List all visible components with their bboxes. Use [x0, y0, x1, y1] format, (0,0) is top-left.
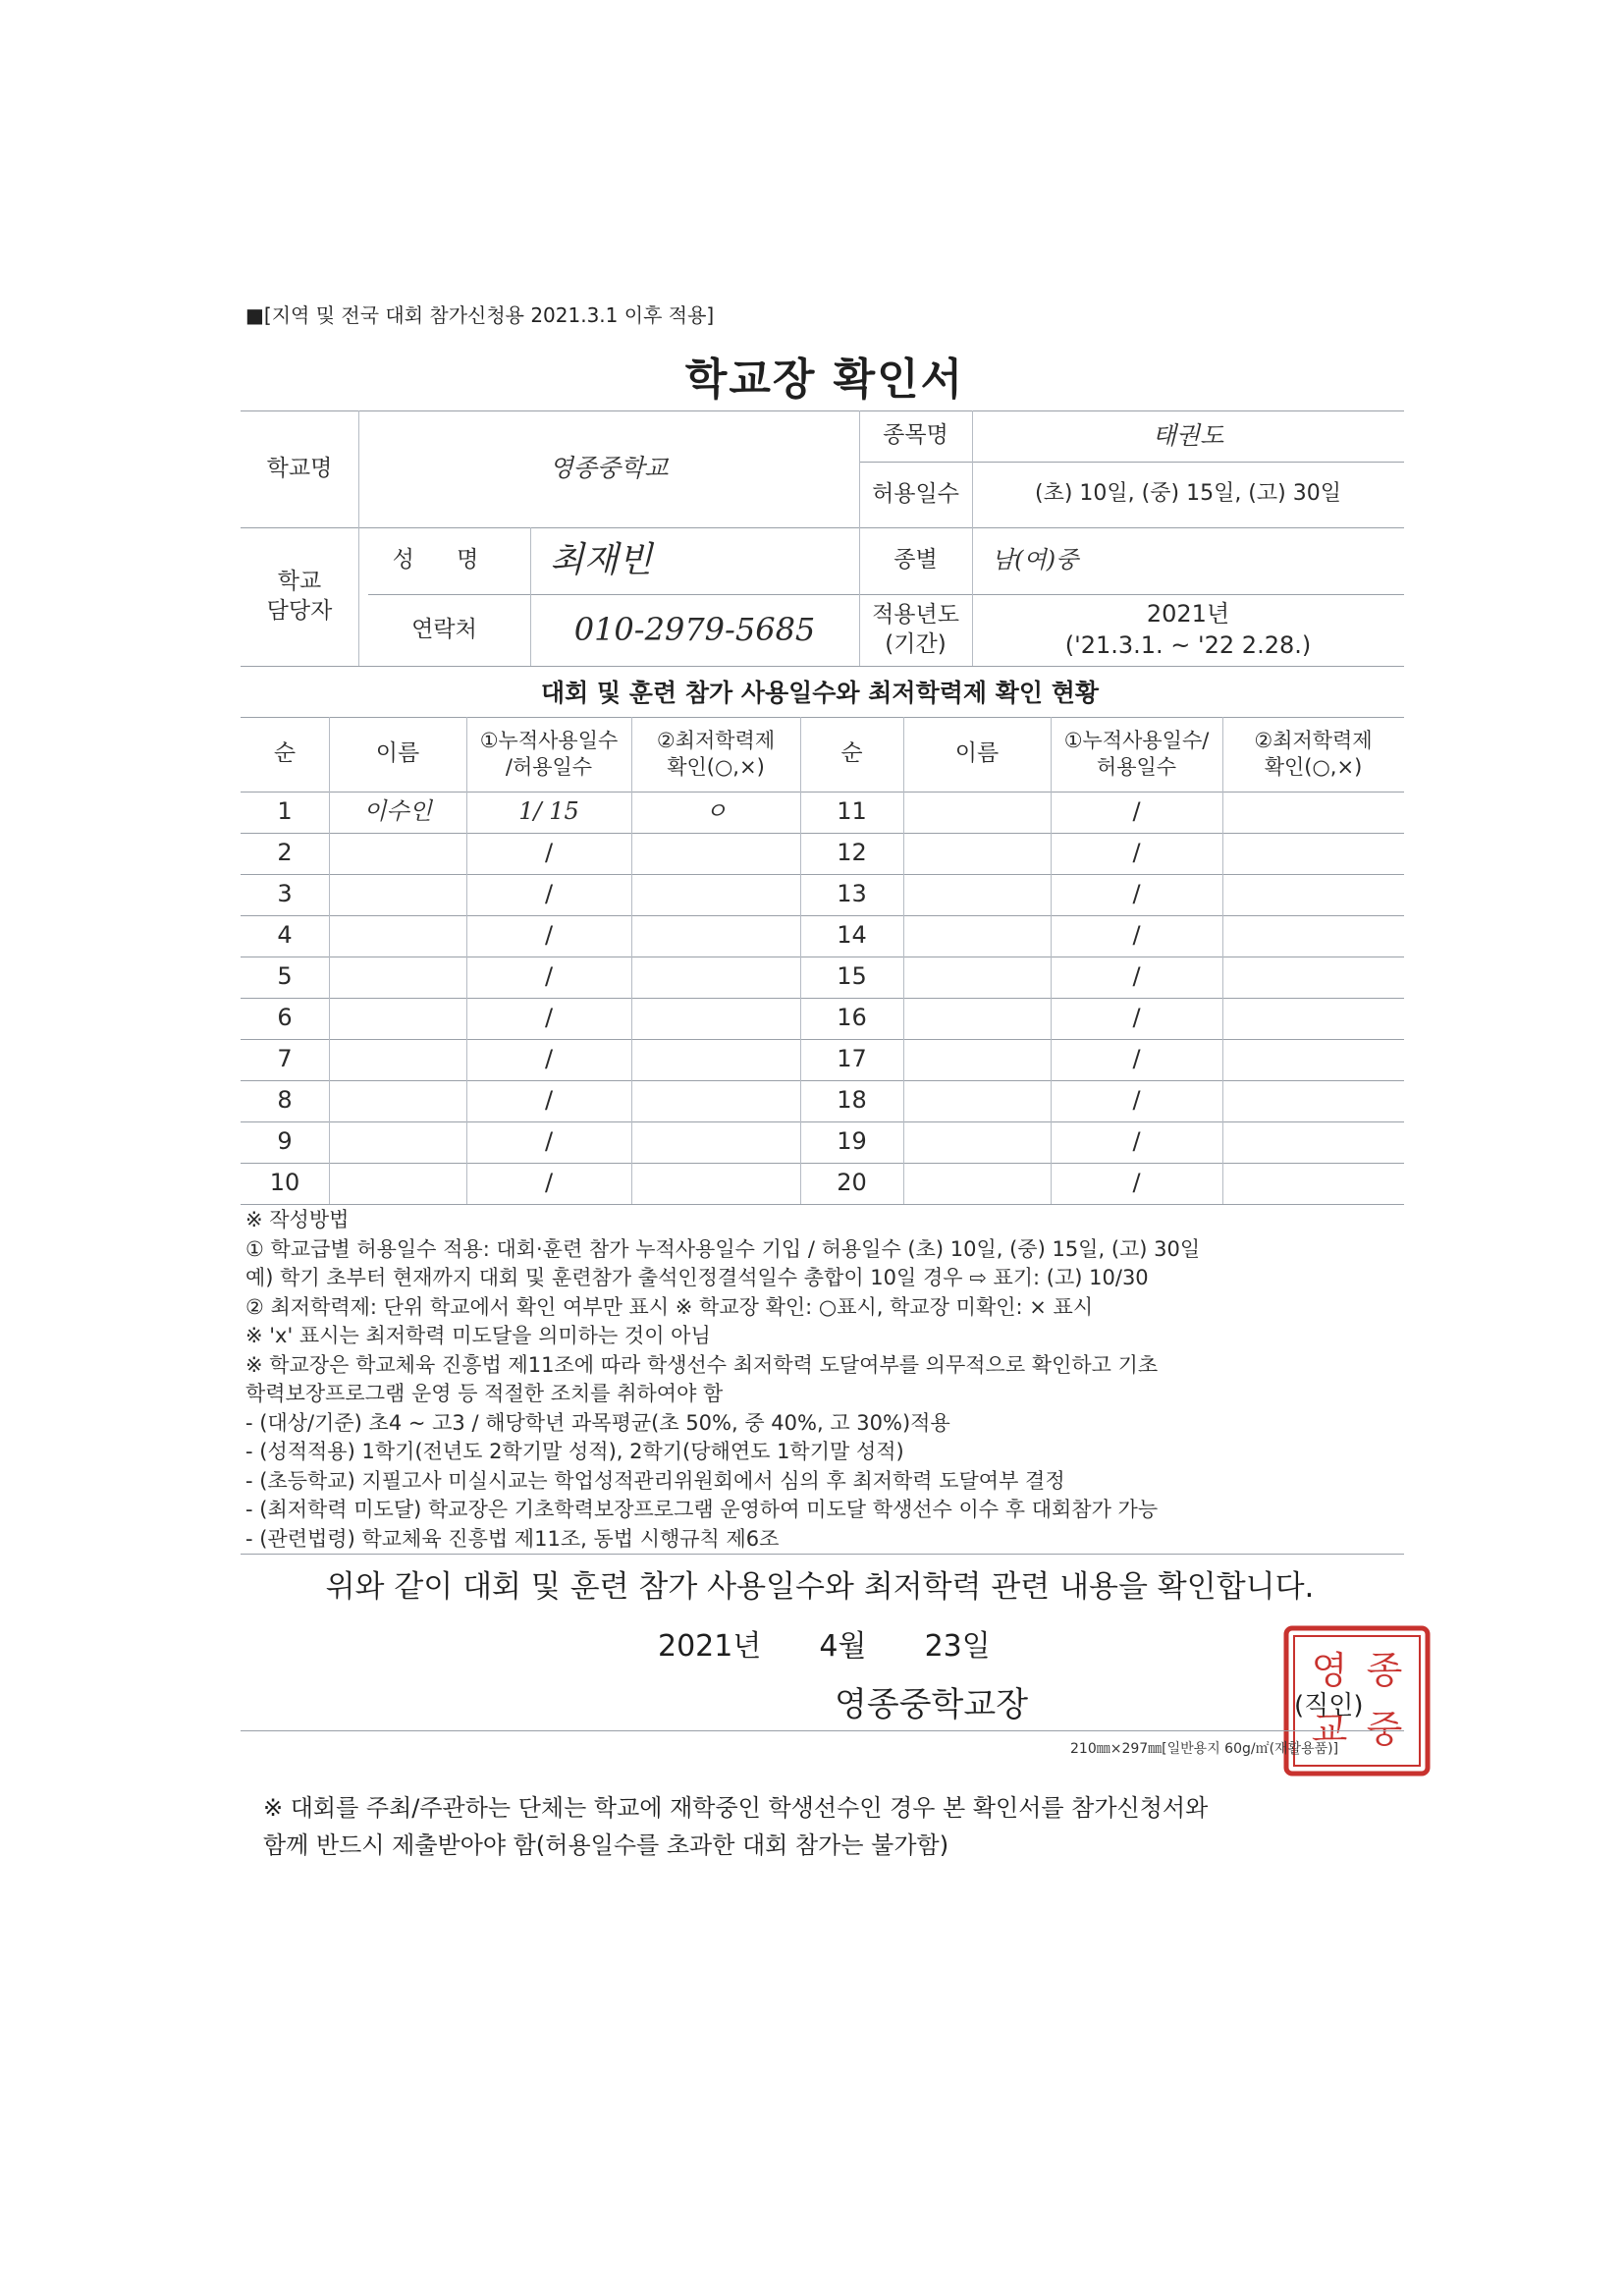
used-allowed-days: / [544, 880, 554, 908]
date-day: 23일 [924, 1629, 991, 1664]
guide-line: ① 학교급별 허용일수 적용: 대회·훈련 참가 누적사용일수 기입 / 허용일수 (초) 10일, (중) 15일, (고) 30일 [245, 1236, 1201, 1261]
col-header-days-left: ①누적사용일수 /허용일수 [479, 728, 619, 779]
used-allowed-days: / [544, 1004, 554, 1032]
min-academic-check [631, 1080, 800, 1121]
guide-line: ※ 'x' 표시는 최저학력 미도달을 의미하는 것이 아님 [245, 1324, 711, 1347]
used-allowed-days: / [1132, 880, 1141, 908]
athlete-name [903, 833, 1051, 874]
name-label: 성 명 [392, 547, 497, 574]
min-academic-check [1222, 833, 1404, 874]
section-title: 대회 및 훈련 참가 사용일수와 최저학력제 확인 현황 [540, 679, 1100, 707]
min-academic-check [631, 1039, 800, 1080]
col-header-days-right: ①누적사용일수/ 허용일수 [1063, 728, 1210, 779]
min-academic-check [1222, 957, 1404, 998]
manager-name-value: 최재빈 [550, 539, 653, 580]
year-label: 적용년도 (기간) [872, 601, 959, 657]
athlete-name [329, 998, 466, 1039]
row-number: 17 [837, 1045, 867, 1073]
row-number: 5 [277, 962, 293, 991]
writing-guide [245, 1206, 1200, 1554]
paper-spec-note: 210㎜×297㎜[일반용지 60g/㎡(재활용품)] [1070, 1741, 1339, 1757]
min-academic-check [1222, 874, 1404, 915]
used-allowed-days: / [544, 1045, 554, 1073]
min-academic-check [631, 915, 800, 957]
guide-line: - (관련법령) 학교체육 진흥법 제11조, 동법 시행규칙 제6조 [245, 1526, 780, 1551]
row-number: 18 [837, 1086, 867, 1115]
row-number: 6 [277, 1004, 293, 1032]
athlete-name [903, 998, 1051, 1039]
submission-notice-line: 함께 반드시 제출받아야 함(허용일수를 초과한 대회 참가는 불가함) [263, 1831, 949, 1859]
min-academic-check [631, 833, 800, 874]
min-academic-check [1222, 1039, 1404, 1080]
submission-notice-line: ※ 대회를 주최/주관하는 단체는 학교에 재학중인 학생선수인 경우 본 확인서를 참가신청서와 [263, 1794, 1209, 1822]
issue-date [658, 1621, 991, 1665]
principal-title: 영종중학교장 [835, 1685, 1029, 1724]
stamp-label: (직인) [1294, 1691, 1364, 1721]
athlete-name [903, 957, 1051, 998]
year-value: 2021년 [1146, 600, 1230, 629]
col-header-name-right: 이름 [954, 740, 1000, 767]
row-number: 2 [277, 839, 293, 867]
athlete-name [903, 915, 1051, 957]
row-number: 12 [837, 839, 867, 867]
athlete-name [329, 874, 466, 915]
used-allowed-days: / [1132, 1086, 1141, 1115]
used-allowed-days: / [544, 1127, 554, 1156]
row-number: 1 [277, 797, 293, 826]
allowed-days-value: (초) 10일, (중) 15일, (고) 30일 [1035, 481, 1341, 507]
submission-notice [263, 1789, 1208, 1864]
min-academic-check [1222, 998, 1404, 1039]
used-allowed-days: / [1132, 1127, 1141, 1156]
confirmation-statement: 위와 같이 대회 및 훈련 참가 사용일수와 최저학력 관련 내용을 확인합니다. [325, 1569, 1315, 1605]
used-allowed-days: 1/ 15 [518, 797, 579, 826]
min-academic-check [1222, 1121, 1404, 1163]
min-academic-check [1222, 1163, 1404, 1204]
allowed-days-label: 허용일수 [872, 480, 959, 507]
min-academic-check [631, 1163, 800, 1204]
athlete-name [903, 1039, 1051, 1080]
contact-value: 010-2979-5685 [573, 610, 816, 648]
col-header-num-left: 순 [273, 740, 297, 767]
used-allowed-days: / [544, 1169, 554, 1197]
athlete-name [329, 915, 466, 957]
gender-value: 남(여)중 [992, 546, 1079, 574]
used-allowed-days: / [544, 921, 554, 950]
used-allowed-days: / [544, 962, 554, 991]
used-allowed-days: / [1132, 839, 1141, 867]
guide-line: - (대상/기준) 초4 ~ 고3 / 해당학년 과목평균(초 50%, 중 40%, 고 30%)적용 [245, 1410, 950, 1435]
year-value-cell [972, 594, 1404, 666]
row-number: 10 [269, 1169, 300, 1197]
col-header-num-right: 순 [840, 740, 863, 767]
guide-line: - (최저학력 미도달) 학교장은 기초학력보장프로그램 운영하여 미도달 학생선수 이수 후 대회참가 가능 [245, 1498, 1159, 1521]
guide-line: 학력보장프로그램 운영 등 적절한 조치를 취하여야 함 [245, 1382, 724, 1405]
contact-label: 연락처 [411, 616, 477, 642]
svg-text:종: 종 [1366, 1649, 1403, 1692]
date-month: 4월 [819, 1629, 867, 1664]
min-academic-check [631, 874, 800, 915]
row-number: 20 [837, 1169, 867, 1197]
row-number: 9 [277, 1127, 293, 1156]
row-number: 8 [277, 1086, 293, 1115]
gender-label: 종별 [893, 547, 938, 574]
col-header-check-right: ②최저학력제 확인(○,×) [1254, 728, 1373, 779]
min-academic-check [631, 1121, 800, 1163]
row-number: 15 [837, 962, 867, 991]
row-number: 3 [277, 880, 293, 908]
school-label: 학교명 [266, 455, 333, 481]
athlete-name [329, 1039, 466, 1080]
guide-line: ※ 작성방법 [245, 1208, 350, 1231]
row-number: 19 [837, 1127, 867, 1156]
used-allowed-days: / [1132, 1169, 1141, 1197]
school-value: 영종중학교 [549, 454, 669, 483]
row-number: 13 [837, 880, 867, 908]
min-academic-check: ㅇ [704, 797, 728, 826]
athlete-name: 이수인 [363, 797, 432, 826]
used-allowed-days: / [544, 839, 554, 867]
document-title: 학교장 확인서 [684, 355, 965, 405]
guide-line: 예) 학기 초부터 현재까지 대회 및 훈련참가 출석인정결석일수 총합이 10일 경우 ⇨ 표기: (고) 10/30 [245, 1266, 1149, 1289]
athlete-name [903, 792, 1051, 833]
event-label: 종목명 [883, 422, 948, 449]
svg-text:교: 교 [1311, 1708, 1348, 1751]
col-header-check-left: ②최저학력제 확인(○,×) [656, 728, 776, 779]
athlete-name [903, 1121, 1051, 1163]
row-number: 4 [277, 921, 293, 950]
manager-label: 학교 담당자 [266, 568, 333, 624]
used-allowed-days: / [1132, 1004, 1141, 1032]
athlete-name [329, 1080, 466, 1121]
athlete-name [329, 1163, 466, 1204]
min-academic-check [1222, 792, 1404, 833]
guide-line: ② 최저학력제: 단위 학교에서 확인 여부만 표시 ※ 학교장 확인: ○표시, 학교장 미확인: × 표시 [245, 1294, 1094, 1319]
guide-line: - (성적적용) 1학기(전년도 2학기말 성적), 2학기(당해연도 1학기말 성적) [245, 1440, 904, 1463]
used-allowed-days: / [1132, 1045, 1141, 1073]
used-allowed-days: / [544, 1086, 554, 1115]
used-allowed-days: / [1132, 962, 1141, 991]
min-academic-check [1222, 1080, 1404, 1121]
table-rule [241, 1204, 1404, 1205]
athlete-name [903, 1163, 1051, 1204]
row-number: 7 [277, 1045, 293, 1073]
used-allowed-days: / [1132, 921, 1141, 950]
athlete-name [903, 1080, 1051, 1121]
svg-text:영: 영 [1311, 1649, 1348, 1692]
form-header-tag: ■[지역 및 전국 대회 참가신청용 2021.3.1 이후 적용] [245, 303, 715, 327]
date-year: 2021년 [658, 1629, 762, 1664]
row-number: 11 [837, 797, 867, 826]
min-academic-check [631, 998, 800, 1039]
event-value: 태권도 [1152, 420, 1224, 450]
col-header-name-left: 이름 [375, 740, 420, 767]
row-number: 16 [837, 1004, 867, 1032]
athlete-name [329, 957, 466, 998]
athlete-name [329, 1121, 466, 1163]
min-academic-check [631, 957, 800, 998]
athlete-name [329, 833, 466, 874]
guide-line: - (초등학교) 지필고사 미실시교는 학업성적관리위원회에서 심의 후 최저학력 도달여부 결정 [245, 1468, 1065, 1493]
guide-line: ※ 학교장은 학교체육 진흥법 제11조에 따라 학생선수 최저학력 도달여부를 의무적으로 확인하고 기초 [245, 1352, 1159, 1377]
used-allowed-days: / [1132, 797, 1141, 826]
athlete-name [903, 874, 1051, 915]
period-value: ('21.3.1. ~ '22 2.28.) [1064, 630, 1312, 659]
row-number: 14 [837, 921, 867, 950]
min-academic-check [1222, 915, 1404, 957]
svg-text:중: 중 [1366, 1708, 1403, 1751]
